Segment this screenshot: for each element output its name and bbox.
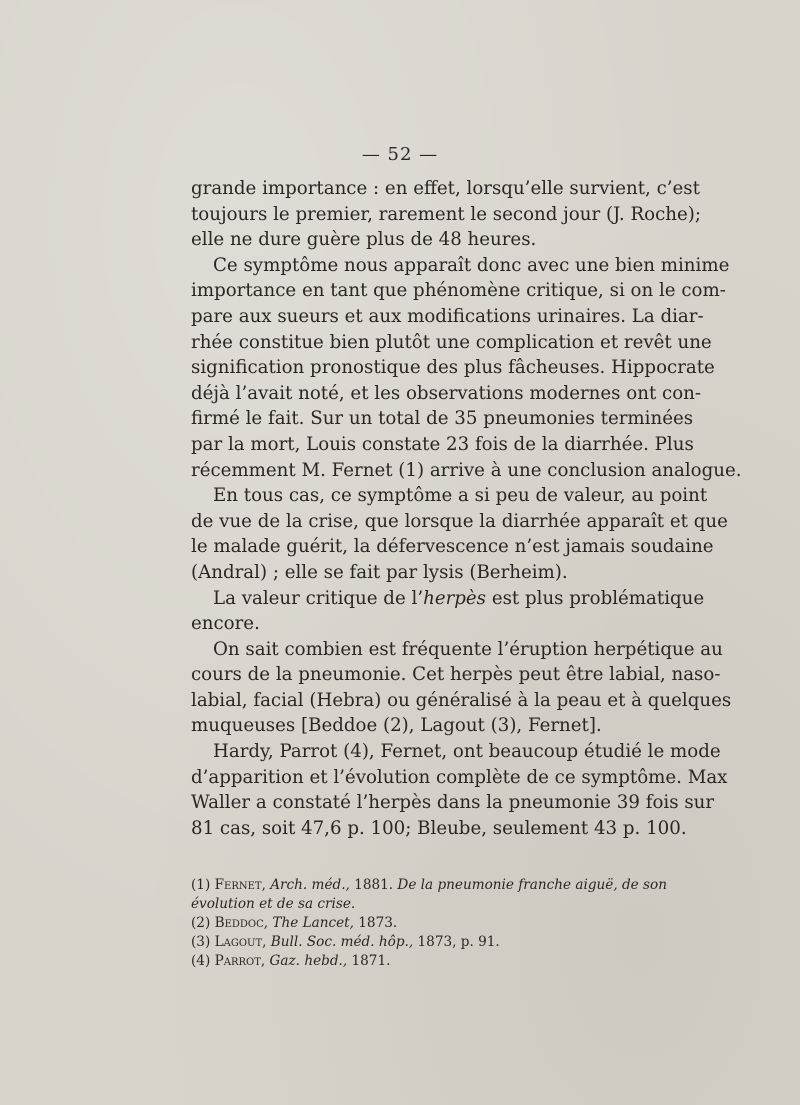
footnote-number: (3)	[191, 934, 211, 950]
text-line: le malade guérit, la défervescence n’est jamais soudaine	[191, 536, 714, 558]
footnote-2	[191, 914, 641, 933]
text-line: En tous cas, ce symptôme a si peu de valeur, au point	[213, 485, 708, 507]
text-line: 81 cas, soit 47,6 p. 100; Bleube, seulement 43 p. 100.	[191, 817, 687, 839]
footnote-author: Parrot,	[214, 953, 266, 969]
paragraph-4	[191, 586, 705, 637]
footnote-author: Lagout,	[214, 934, 267, 950]
paragraph-3	[191, 483, 728, 585]
paragraph-2	[191, 253, 742, 483]
paragraph-6	[191, 739, 728, 841]
footnote-title-continued: évolution et de sa crise.	[191, 896, 356, 912]
paragraph-5	[191, 637, 732, 739]
footnote-4	[191, 952, 641, 971]
text-line: déjà l’avait noté, et les observations modernes ont con-	[191, 382, 702, 404]
text-line: par la mort, Louis constate 23 fois de la diarrhée. Plus	[191, 433, 694, 455]
text-line: cours de la pneumonie. Cet herpès peut être labial, naso-	[191, 664, 721, 686]
italic-word: herpès	[423, 587, 487, 609]
text-line: (Andral) ; elle se fait par lysis (Berheim).	[191, 561, 568, 583]
footnote-author: Beddoc,	[214, 915, 269, 931]
footnote-1	[191, 876, 667, 895]
text-line: elle ne dure guère plus de 48 heures.	[191, 229, 537, 251]
text-line: firmé le fait. Sur un total de 35 pneumonies terminées	[191, 408, 694, 430]
text-line: On sait combien est fréquente l’éruption herpétique au	[213, 638, 723, 660]
text-line: grande importance : en effet, lorsqu’elle survient, c’est	[191, 178, 700, 199]
footnote-3	[191, 933, 641, 952]
footnote-journal: The Lancet,	[272, 915, 354, 931]
text-line: Hardy, Parrot (4), Fernet, ont beaucoup étudié le mode	[213, 741, 721, 763]
footnotes	[191, 876, 667, 971]
footnote-year: 1873, p. 91.	[417, 934, 500, 950]
text-line: muqueuses [Beddoe (2), Lagout (3), Fernet].	[191, 715, 602, 737]
text-line: importance en tant que phénomène critique, si on le com-	[191, 280, 726, 302]
text-line: de vue de la crise, que lorsque la diarrhée apparaît et que	[191, 510, 728, 532]
footnote-title: De la pneumonie franche aiguë, de son	[397, 877, 667, 893]
footnote-journal: Bull. Soc. méd. hôp.,	[270, 934, 414, 950]
footnote-number: (4)	[191, 953, 211, 969]
footnote-1-continued	[191, 895, 641, 914]
text-line: La valeur critique de l’herpès est plus problématique	[213, 587, 705, 609]
page-number: — 52 —	[361, 144, 439, 165]
paragraph-1	[191, 176, 702, 253]
footnote-author: Fernet,	[214, 877, 266, 893]
text-line: Ce symptôme nous apparaît donc avec une bien minime	[213, 254, 730, 276]
text-line: pare aux sueurs et aux modifications urinaires. La diar-	[191, 305, 704, 327]
text-line: Waller a constaté l’herpès dans la pneumonie 39 fois sur	[191, 792, 715, 814]
footnote-year: 1873.	[358, 915, 398, 931]
footnote-number: (2)	[191, 915, 211, 931]
footnote-number: (1)	[191, 877, 211, 893]
footnote-journal: Gaz. hebd.,	[269, 953, 348, 969]
text-line: d’apparition et l’évolution complète de ce symptôme. Max	[191, 766, 728, 788]
text-line: labial, facial (Hebra) ou généralisé à la peau et à quelques	[191, 689, 732, 711]
footnote-year: 1871.	[351, 953, 391, 969]
main-text	[191, 176, 742, 841]
footnote-year: 1881.	[354, 877, 394, 893]
text-line: toujours le premier, rarement le second jour (J. Roche);	[191, 203, 702, 225]
footnote-journal: Arch. méd.,	[270, 877, 350, 893]
text-line: encore.	[191, 613, 260, 635]
text-line: rhée constitue bien plutôt une complication et revêt une	[191, 331, 712, 353]
text-line: signification pronostique des plus fâcheuses. Hippocrate	[191, 357, 715, 379]
text-line: récemment M. Fernet (1) arrive à une conclusion analogue.	[191, 459, 742, 481]
